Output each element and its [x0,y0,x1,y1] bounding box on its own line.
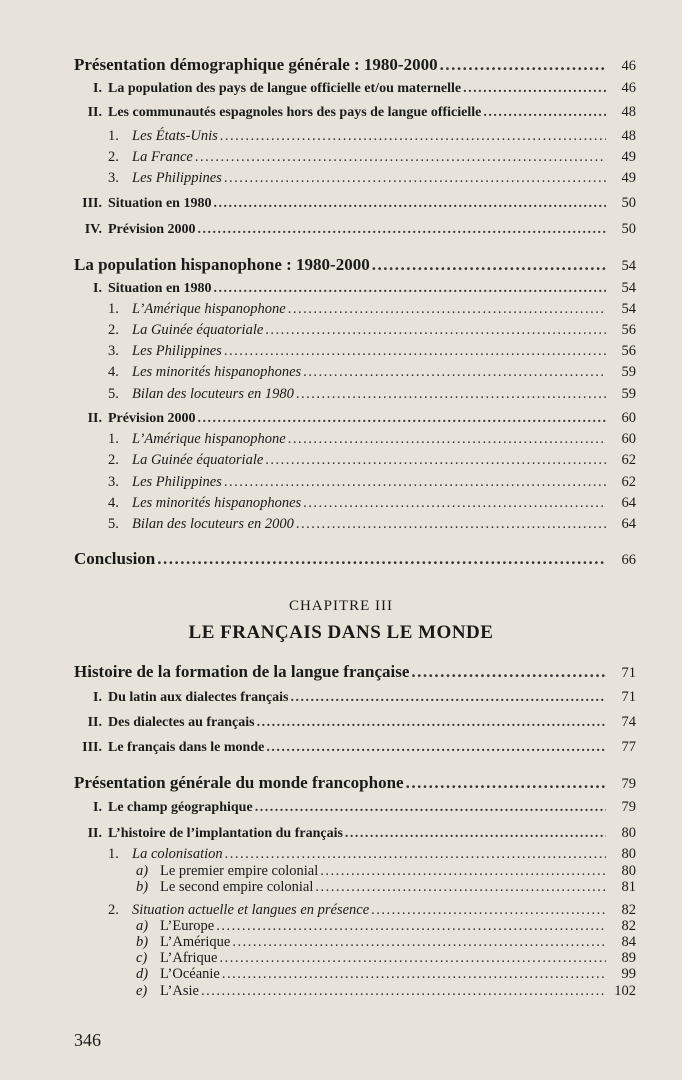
toc-entry [108,343,636,360]
toc-entry-page: 71 [621,689,636,705]
toc-entry-title: Situation en 1980 [108,196,212,211]
toc-entry [108,846,636,863]
toc-entry [74,549,636,569]
toc-entry-page: 48 [621,104,636,120]
toc-entry-page: 89 [621,950,636,966]
toc-entry-page: 82 [621,918,636,934]
toc-entry-number: 3. [108,170,119,186]
dot-leader [220,128,606,145]
toc-entry-page: 54 [621,280,636,296]
toc-entry [136,983,636,1000]
toc-entry-page: 49 [621,170,636,186]
toc-entry-page: 54 [621,258,636,274]
dot-leader [201,983,606,1000]
dot-leader [219,950,606,967]
toc-entry-page: 84 [621,934,636,950]
toc-entry-page: 59 [621,386,636,402]
toc-entry [76,739,636,756]
toc-entry-page: 60 [621,410,636,426]
toc-entry [76,689,636,706]
toc-entry-title: L’Europe [160,918,215,934]
dot-leader [315,879,606,896]
toc-entry [108,128,636,145]
toc-entry [136,863,636,880]
toc-entry-number: III. [82,196,102,211]
toc-entry-number: IV. [84,222,102,237]
toc-entry-title: Situation actuelle et langues en présence [132,902,370,918]
toc-entry [76,221,636,238]
toc-entry-number: I. [93,281,102,296]
toc-entry-title: La population hispanophone : 1980-2000 [74,255,370,274]
toc-entry-title: La Guinée équatoriale [132,452,264,468]
dot-leader [296,516,606,533]
dot-leader [213,196,606,212]
toc-entry-number: a) [136,918,149,934]
toc-entry-title: Prévision 2000 [108,411,196,426]
toc-entry-number: 1. [108,128,119,144]
toc-entry-number: b) [136,934,149,950]
toc-entry [108,364,636,381]
dot-leader [265,452,606,469]
toc-entry-page: 60 [621,431,636,447]
toc-entry-title: Le second empire colonial [160,879,314,895]
toc-entry [76,410,636,427]
toc-entry-page: 59 [621,364,636,380]
toc-entry-number: II. [87,715,102,730]
dot-leader [296,386,606,403]
toc-entry-number: 2. [108,902,119,918]
toc-entry-number: 2. [108,149,119,165]
toc-entry-page: 71 [621,665,636,681]
toc-entry-number: e) [136,983,148,999]
dot-leader [372,255,606,275]
toc-entry [108,170,636,187]
dot-leader [288,431,606,448]
dot-leader [303,364,606,381]
toc-entry-title: Du latin aux dialectes français [108,690,289,705]
dot-leader [232,934,606,951]
toc-entry-page: 79 [621,776,636,792]
toc-entry-title: L’Amérique hispanophone [132,301,286,317]
toc-entry-page: 82 [621,902,636,918]
dot-leader [320,863,606,880]
toc-entry [108,322,636,339]
toc-entry-number: 5. [108,386,119,402]
dot-leader [224,170,606,187]
toc-entry-title: Les minorités hispanophones [132,495,302,511]
dot-leader [303,495,606,512]
toc-entry-number: 1. [108,431,119,447]
dot-leader [213,281,606,297]
toc-entry-number: III. [82,740,102,755]
dot-leader [257,715,606,731]
toc-entry [74,773,636,793]
dot-leader [224,474,606,491]
toc-entry [108,386,636,403]
toc-entry-number: II. [87,411,102,426]
toc-entry-title: Les communautés espagnoles hors des pays de langue officielle [108,105,482,120]
toc-entry [108,902,636,919]
toc-entry-title: Bilan des locuteurs en 2000 [132,516,294,532]
toc-entry-page: 64 [621,516,636,532]
toc-entry-title: Le français dans le monde [108,740,265,755]
toc-entry-page: 62 [621,452,636,468]
toc-entry-page: 62 [621,474,636,490]
toc-entry-number: c) [136,950,148,966]
dot-leader [345,826,606,842]
toc-entry [108,474,636,491]
dot-leader [440,55,606,75]
toc-entry [76,104,636,121]
toc-entry-page: 81 [621,879,636,895]
toc-entry-page: 50 [621,221,636,237]
toc-entry-page: 50 [621,195,636,211]
dot-leader [157,549,606,569]
toc-entry-title: L’Amérique [160,934,231,950]
toc-entry [136,966,636,983]
toc-entry-page: 80 [621,863,636,879]
toc-entry [136,950,636,967]
dot-leader [198,411,607,427]
dot-leader [198,222,607,238]
toc-entry-page: 54 [621,301,636,317]
toc-entry-title: L’Asie [160,983,199,999]
dot-leader [371,902,606,919]
toc-entry-title: Des dialectes au français [108,715,255,730]
dot-leader [288,301,606,318]
toc-entry-number: 1. [108,301,119,317]
toc-entry-title: L’Afrique [160,950,218,966]
dot-leader [483,105,606,121]
toc-entry [108,301,636,318]
toc-entry-page: 102 [614,983,636,999]
toc-entry-number: a) [136,863,149,879]
toc-entry-number: II. [87,826,102,841]
toc-entry [108,516,636,533]
toc-entry-title: Les minorités hispanophones [132,364,302,380]
toc-entry [108,452,636,469]
toc-entry-title: Bilan des locuteurs en 1980 [132,386,294,402]
toc-entry-number: II. [87,105,102,120]
dot-leader [463,81,606,97]
dot-leader [411,662,606,682]
dot-leader [216,918,606,935]
toc-entry-title: Conclusion [74,549,156,568]
toc-entry [76,799,636,816]
toc-entry-number: 3. [108,474,119,490]
toc-entry [76,280,636,297]
toc-entry-page: 74 [621,714,636,730]
toc-entry [74,255,636,275]
toc-entry-page: 66 [621,552,636,568]
dot-leader [265,322,606,339]
chapter-title: LE FRANÇAIS DANS LE MONDE [188,622,494,643]
toc-entry-title: Les États-Unis [132,128,218,144]
toc-entry [108,495,636,512]
toc-entry [76,195,636,212]
toc-entry-title: Situation en 1980 [108,281,212,296]
page-number: 346 [74,1030,101,1050]
toc-entry-page: 49 [621,149,636,165]
toc-entry-page: 80 [621,846,636,862]
toc-entry-page: 48 [621,128,636,144]
toc-entry-number: 5. [108,516,119,532]
toc-entry-number: 4. [108,495,119,511]
toc-entry-number: 2. [108,322,119,338]
chapter-label: CHAPITRE III [288,598,394,614]
dot-leader [222,966,606,983]
toc-entry-title: Le premier empire colonial [160,863,319,879]
toc-entry-title: La colonisation [132,846,223,862]
toc-entry-page: 99 [621,966,636,982]
toc-entry-number: I. [93,800,102,815]
toc-entry-number: d) [136,966,149,982]
toc-entry-number: I. [93,690,102,705]
dot-leader [225,846,606,863]
dot-leader [224,343,606,360]
toc-entry-title: La Guinée équatoriale [132,322,264,338]
toc-entry-page: 80 [621,825,636,841]
toc-entry-title: La population des pays de langue officielle et/ou maternelle [108,81,462,96]
toc-entry-page: 56 [621,343,636,359]
toc-entry-page: 46 [621,80,636,96]
toc-entry-number: 4. [108,364,119,380]
dot-leader [406,773,606,793]
dot-leader [195,149,606,166]
toc-entry-title: L’Amérique hispanophone [132,431,286,447]
toc-entry-title: Prévision 2000 [108,222,196,237]
toc-entry [108,431,636,448]
toc-entry-title: Les Philippines [132,474,222,490]
toc-entry [74,662,636,682]
dot-leader [290,690,606,706]
toc-entry-number: I. [93,81,102,96]
toc-entry [76,714,636,731]
toc-entry [136,934,636,951]
toc-entry-title: Les Philippines [132,170,222,186]
toc-entry [76,80,636,97]
toc-entry-page: 56 [621,322,636,338]
toc-entry [74,55,636,75]
toc-entry-title: L’Océanie [160,966,220,982]
toc-entry-title: Histoire de la formation de la langue française [74,662,410,681]
dot-leader [255,800,606,816]
toc-entry-title: Le champ géographique [108,800,253,815]
toc-entry-number: b) [136,879,149,895]
toc-entry-title: Présentation générale du monde francophone [74,773,404,792]
toc-entry [136,918,636,935]
toc-entry [108,149,636,166]
toc-entry-page: 64 [621,495,636,511]
toc-entry-page: 46 [621,58,636,74]
toc-entry-number: 1. [108,846,119,862]
toc-entry-number: 3. [108,343,119,359]
toc-entry-title: L’histoire de l’implantation du français [108,826,343,841]
toc-entry-number: 2. [108,452,119,468]
toc-entry-title: Présentation démographique générale : 1980-2000 [74,55,438,74]
toc-entry [136,879,636,896]
toc-entry-page: 77 [621,739,636,755]
toc-entry-page: 79 [621,799,636,815]
toc-entry-title: La France [132,149,193,165]
toc-entry [76,825,636,842]
toc-entry-title: Les Philippines [132,343,222,359]
dot-leader [266,740,606,756]
